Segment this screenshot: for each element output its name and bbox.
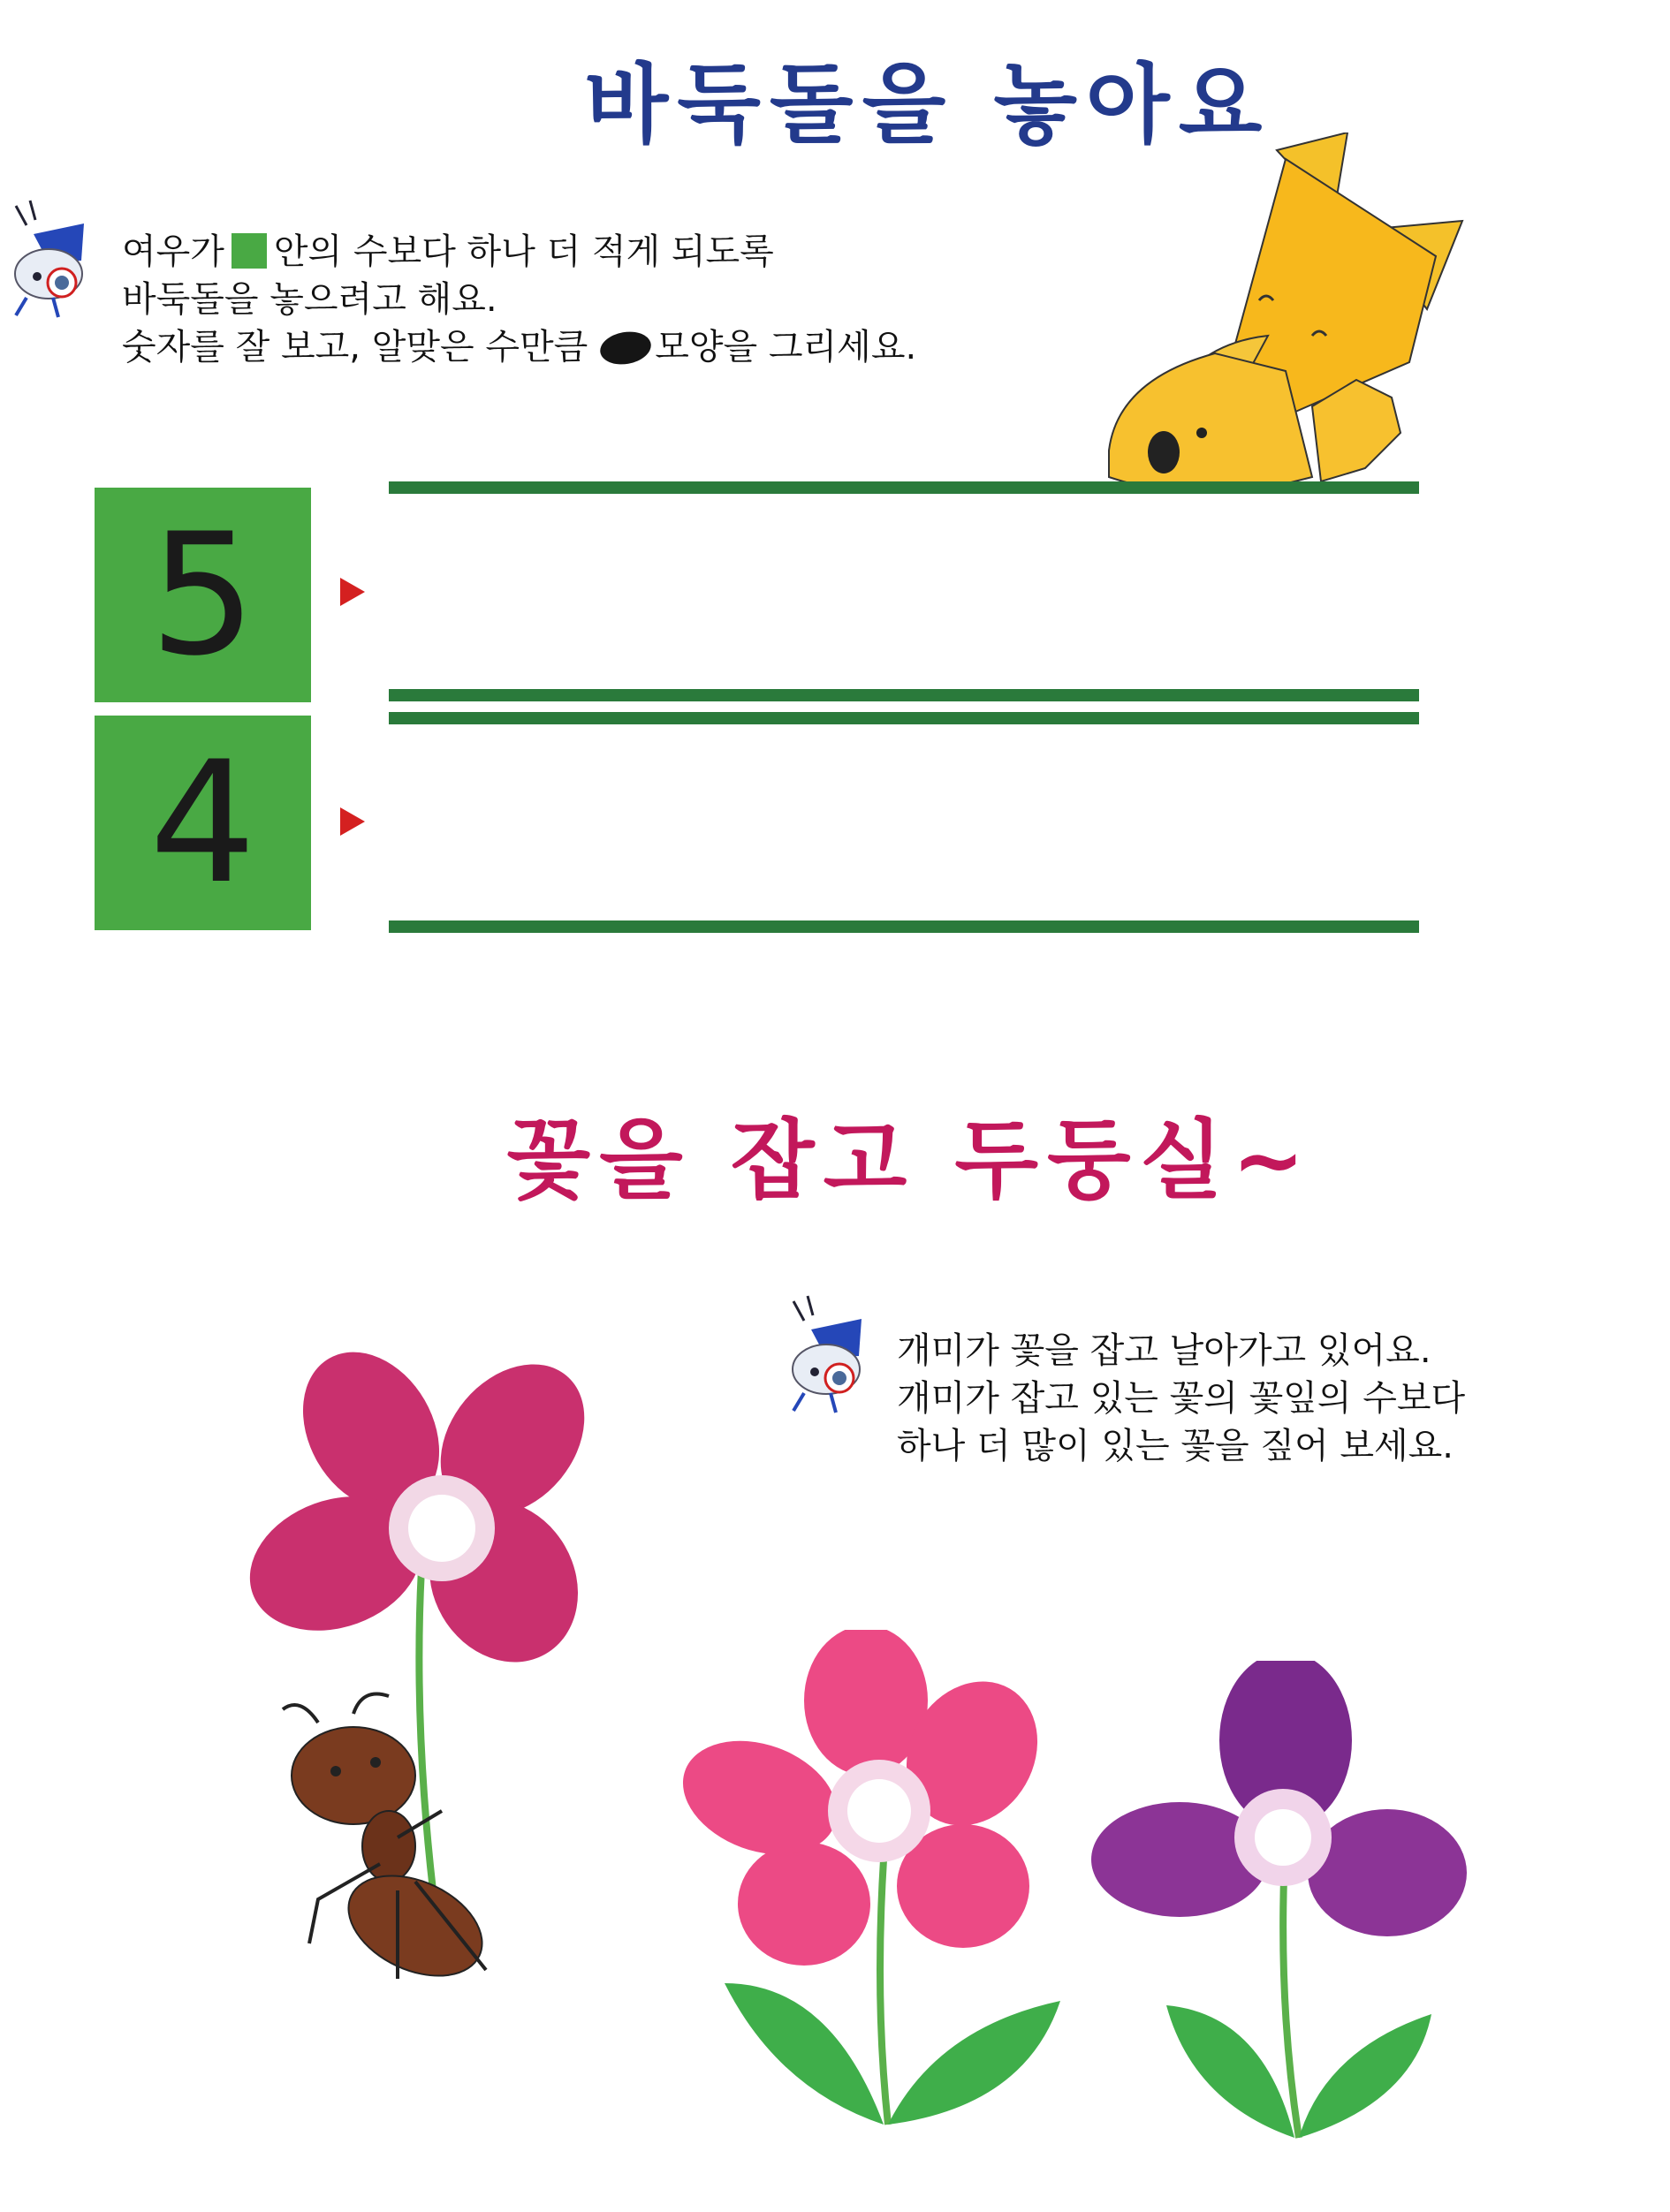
instruction-1-line2: 바둑돌을 놓으려고 해요. [122,279,497,320]
answer-line-bottom [389,920,1419,933]
instruction-1-line3b: 모양을 그리세요. [655,327,917,367]
instruction-2-line2: 개미가 잡고 있는 꽃의 꽃잎의 수보다 [897,1378,1466,1419]
answer-line-top [389,481,1419,494]
answer-line-top [389,712,1419,724]
instruction-2 [897,1327,1465,1470]
number-box-5: 5 [95,488,311,702]
instruction-1-line1a: 여우가 [122,231,224,272]
arrow-right-icon [340,578,365,606]
answer-line-bottom [389,689,1419,701]
fox-illustration [1056,133,1480,521]
section1-title: 바둑돌을 놓아요 [584,55,1271,155]
ant-illustration [265,1687,530,1988]
flower-purple-three-petals [1087,1661,1484,2155]
instruction-1 [122,228,916,371]
instruction-2-line1: 개미가 꽃을 잡고 날아가고 있어요. [897,1330,1431,1371]
instruction-1-line3a: 숫자를 잘 보고, 알맞은 수만큼 [122,327,588,367]
instruction-2-line3: 하나 더 많이 있는 꽃을 짚어 보세요. [897,1426,1454,1466]
mascot-icon [0,199,93,322]
go-stone-icon [598,328,654,368]
green-square-icon [232,233,267,269]
instruction-1-line1b: 안의 수보다 하나 더 적게 되도록 [273,231,774,272]
mascot-icon [778,1294,870,1418]
flower-pink-five-petals [672,1630,1069,2142]
section2-title: 꽃을 잡고 두둥실~ [506,1110,1314,1211]
arrow-right-icon [340,807,365,836]
number-box-4: 4 [95,716,311,930]
